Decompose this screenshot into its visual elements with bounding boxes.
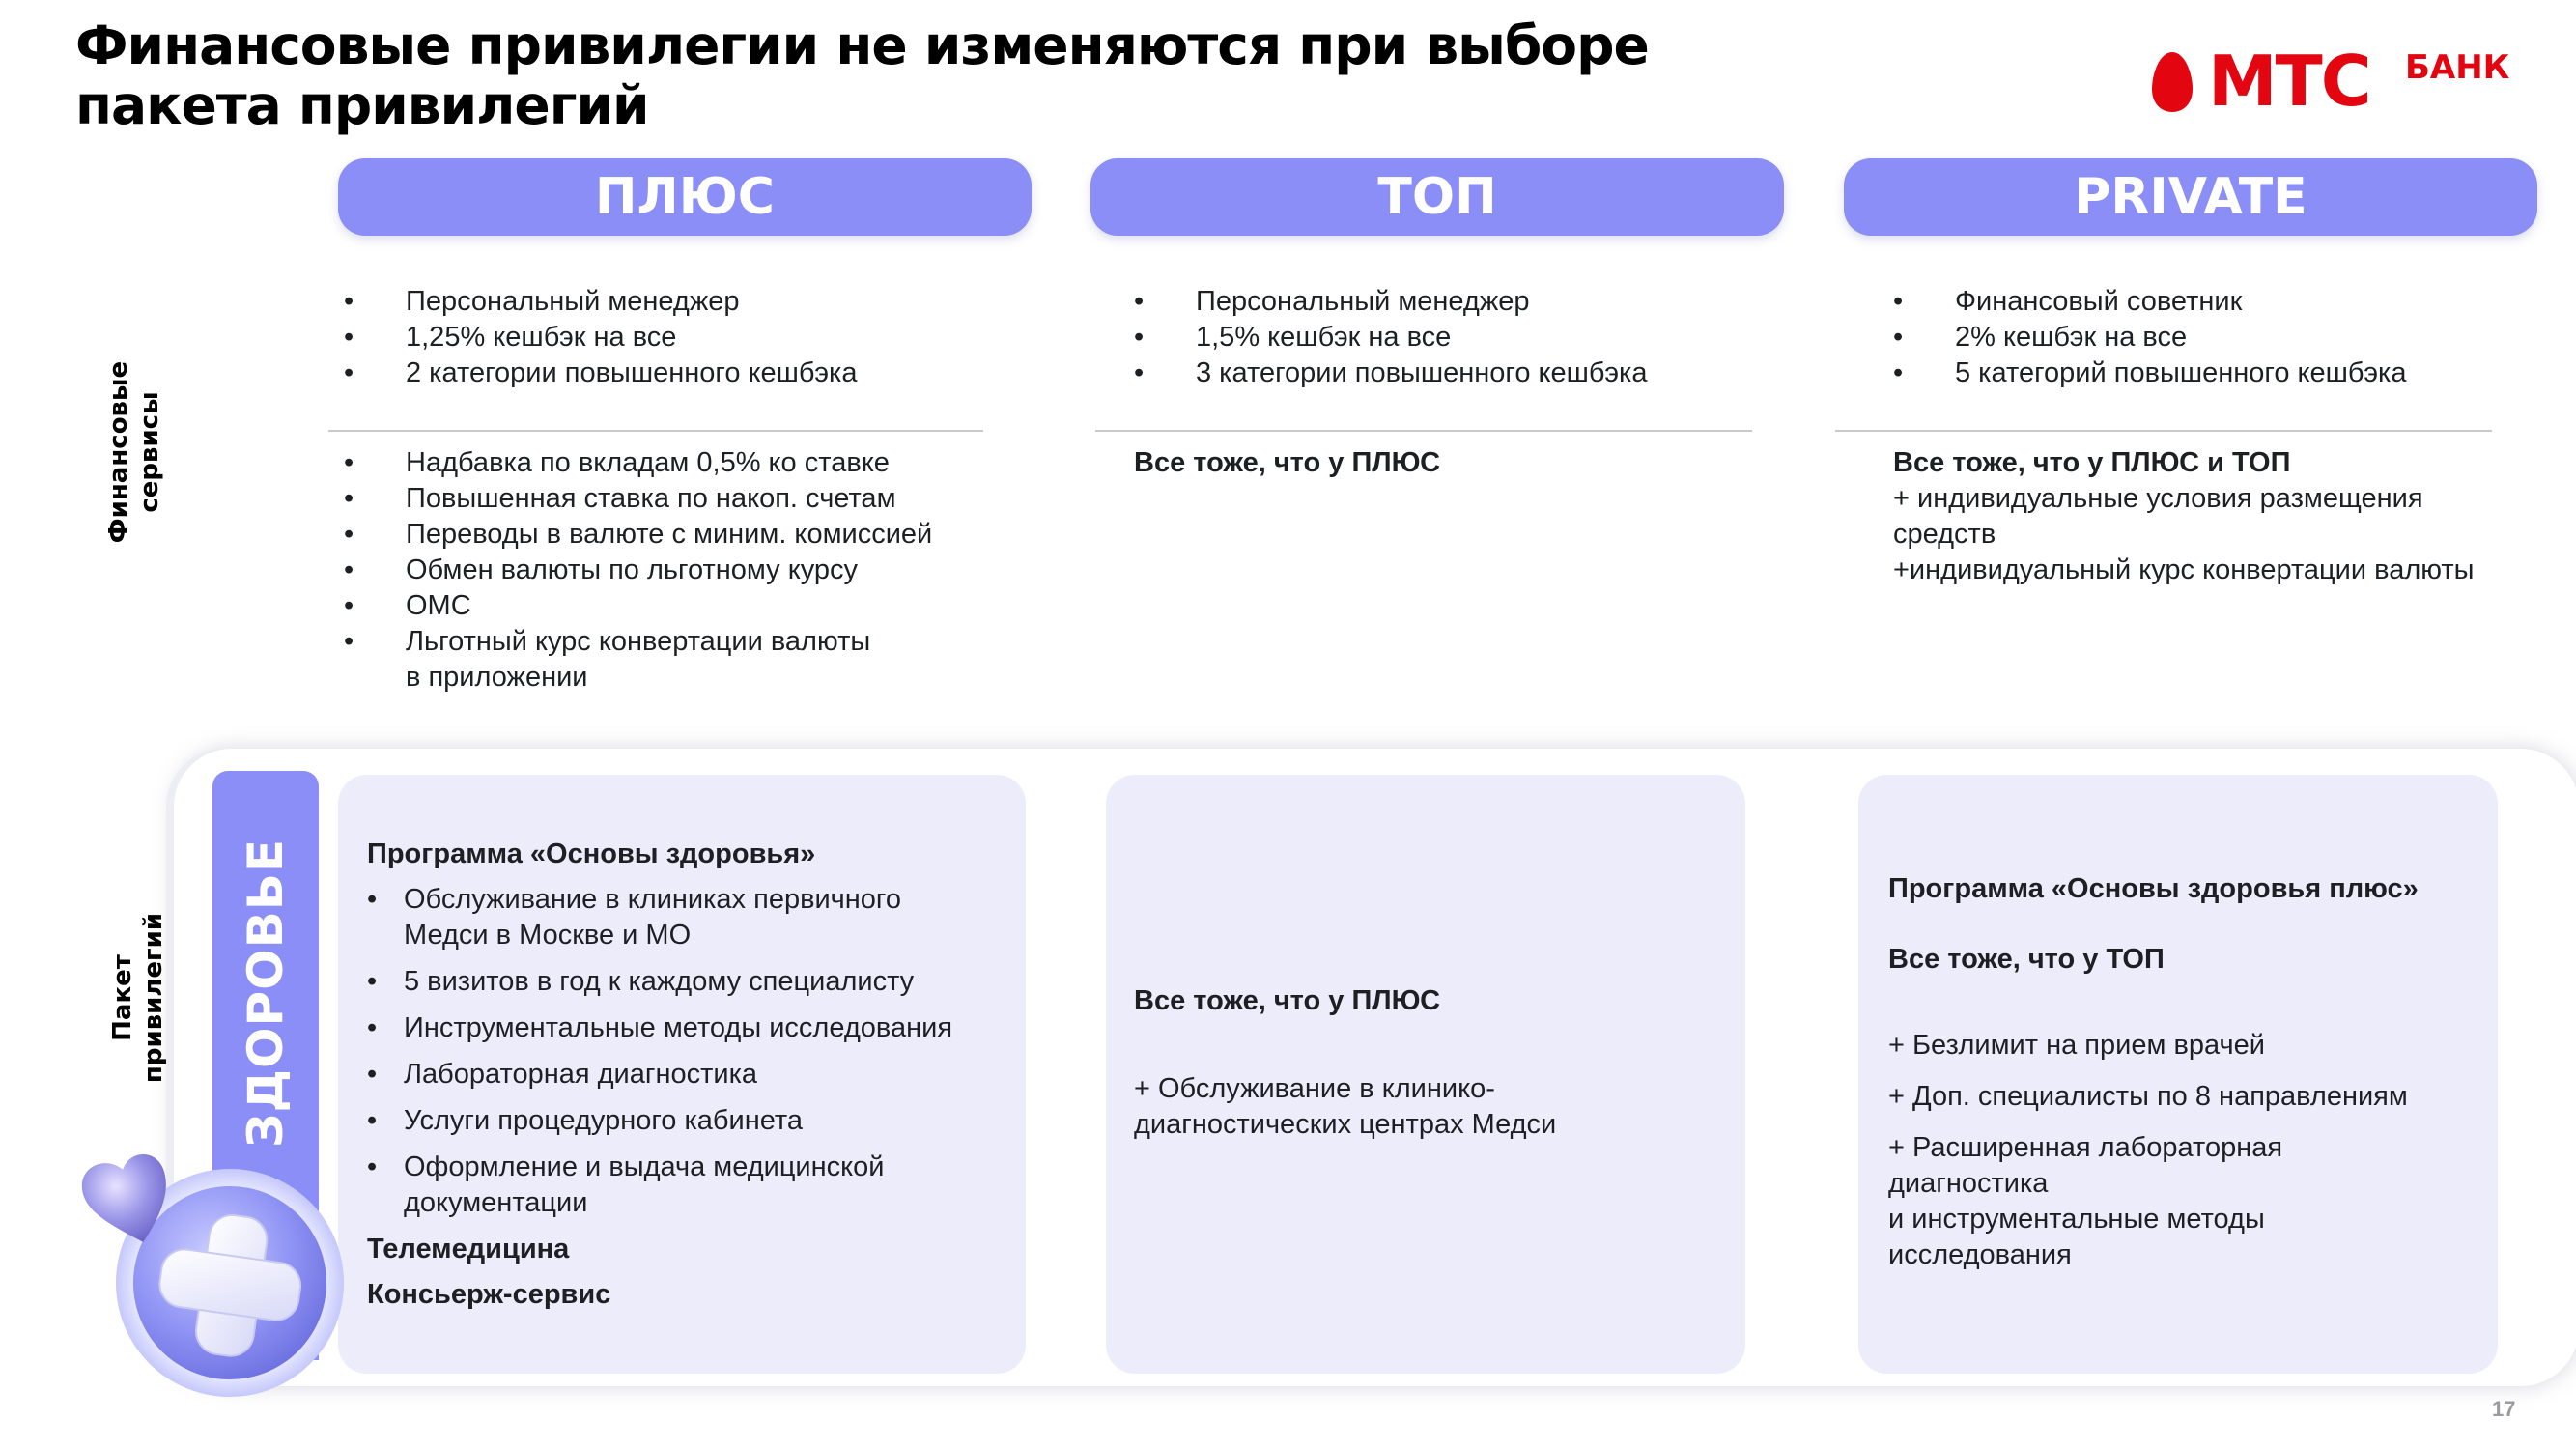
private-extra-line1: + индивидуальные условия размещения bbox=[1893, 483, 2423, 514]
list-item: • Инструментальные методы исследования bbox=[367, 1010, 1005, 1046]
health-top-line1: + Обслуживание в клинико- bbox=[1134, 1073, 1495, 1104]
list-item: • 5 визитов в год к каждому специалисту bbox=[367, 964, 1005, 1000]
tier-private-header: PRIVATE bbox=[1844, 158, 2537, 236]
top-basic-list bbox=[1134, 284, 1647, 391]
list-item: • 2% кешбэк на все bbox=[1893, 320, 2406, 355]
health-private-title: Программа «Основы здоровья плюс» bbox=[1888, 873, 2419, 904]
logo-bank: БАНК bbox=[2405, 48, 2510, 87]
row-label-financial bbox=[103, 355, 167, 549]
row-label-financial-line2: сервисы bbox=[135, 391, 164, 513]
list-item: • 1,5% кешбэк на все bbox=[1134, 320, 1647, 355]
list-item: • Финансовый советник bbox=[1893, 284, 2406, 320]
divider-private bbox=[1835, 430, 2492, 432]
list-item: • Обмен валюты по льготному курсу bbox=[344, 553, 932, 588]
health-private-item3-l2: диагностика bbox=[1888, 1168, 2049, 1199]
health-plus-title: Программа «Основы здоровья» bbox=[367, 838, 816, 869]
top-extra-text: Все тоже, что у ПЛЮС bbox=[1134, 447, 1441, 478]
list-item: • Лабораторная диагностика bbox=[367, 1057, 1005, 1093]
health-private-subtitle: Все тоже, что у ТОП bbox=[1888, 944, 2165, 975]
list-item: • ОМС bbox=[344, 588, 932, 624]
list-item bbox=[367, 882, 1005, 953]
health-section-label bbox=[212, 771, 319, 1157]
plus-extra-list-continuation: в приложении bbox=[406, 662, 588, 693]
health-top-content bbox=[1134, 983, 1733, 1143]
page-title bbox=[75, 15, 2007, 135]
list-item: • Надбавка по вкладам 0,5% ко ставке bbox=[344, 445, 932, 481]
divider-plus bbox=[328, 430, 983, 432]
list-item: • Льготный курс конвертации валюты bbox=[344, 624, 932, 660]
health-private-item3-l1: + Расширенная лабораторная bbox=[1888, 1132, 2283, 1163]
health-plus-concierge: Консьерж-сервис bbox=[367, 1279, 611, 1310]
row-label-package bbox=[107, 901, 171, 1094]
health-plus-content bbox=[367, 837, 1005, 1313]
tier-top-header: ТОП bbox=[1090, 158, 1784, 236]
list-item: • 1,25% кешбэк на все bbox=[344, 320, 857, 355]
list-item: • 5 категорий повышенного кешбэка bbox=[1893, 355, 2406, 391]
health-private-content bbox=[1888, 871, 2487, 1273]
list-item: • 2 категории повышенного кешбэка bbox=[344, 355, 857, 391]
list-item-line: документации bbox=[404, 1187, 588, 1218]
plus-basic-list bbox=[344, 284, 857, 391]
row-label-package-line1: Пакет bbox=[108, 954, 137, 1041]
divider-top bbox=[1095, 430, 1752, 432]
list-item: • Персональный менеджер bbox=[344, 284, 857, 320]
page-number: 17 bbox=[2492, 1397, 2516, 1421]
list-item-line: • Оформление и выдача медицинской bbox=[404, 1151, 885, 1182]
private-extra-title: Все тоже, что у ПЛЮС и ТОП bbox=[1893, 447, 2291, 478]
list-item: • 3 категории повышенного кешбэка bbox=[1134, 355, 1647, 391]
health-private-item1: + Безлимит на прием врачей bbox=[1888, 1030, 2265, 1061]
mts-bank-logo bbox=[2150, 41, 2517, 122]
health-top-line2: диагностических центрах Медси bbox=[1134, 1109, 1557, 1140]
list-item: • Услуги процедурного кабинета bbox=[367, 1103, 1005, 1139]
health-private-item3-l4: исследования bbox=[1888, 1239, 2072, 1270]
health-top-title: Все тоже, что у ПЛЮС bbox=[1134, 985, 1441, 1016]
private-basic-list bbox=[1893, 284, 2406, 391]
title-line-2: пакета привилегий bbox=[75, 74, 649, 136]
health-plus-telemedicine: Телемедицина bbox=[367, 1234, 570, 1264]
list-item: • Повышенная ставка по накоп. счетам bbox=[344, 481, 932, 517]
title-line-1: Финансовые привилегии не изменяются при выборе bbox=[75, 14, 1649, 76]
egg-logo-icon bbox=[2150, 50, 2194, 114]
private-extra-line3: +индивидуальный курс конвертации валюты bbox=[1893, 554, 2475, 585]
logo-mts: МТС bbox=[2208, 41, 2370, 122]
health-private-item2: + Доп. специалисты по 8 направлениям bbox=[1888, 1081, 2408, 1112]
health-plus-list bbox=[367, 882, 1005, 1221]
health-label: ЗДОРОВЬЕ bbox=[238, 838, 294, 1149]
row-label-package-line2: привилегий bbox=[139, 912, 168, 1084]
list-item: • Персональный менеджер bbox=[1134, 284, 1647, 320]
private-extra-block bbox=[1893, 445, 2475, 588]
private-extra-line2: средств bbox=[1893, 519, 1996, 550]
list-item-line: • Обслуживание в клиниках первичного bbox=[404, 884, 902, 915]
health-private-item3-l3: и инструментальные методы bbox=[1888, 1204, 2265, 1235]
row-label-financial-line1: Финансовые bbox=[104, 360, 133, 544]
medical-cross-heart-icon bbox=[75, 1138, 365, 1399]
list-item: • Переводы в валюте с миним. комиссией bbox=[344, 517, 932, 553]
tier-plus-header: ПЛЮС bbox=[338, 158, 1032, 236]
list-item bbox=[367, 1150, 1005, 1221]
list-item-line: Медси в Москве и МО bbox=[404, 920, 692, 951]
plus-extra-list bbox=[344, 445, 932, 660]
